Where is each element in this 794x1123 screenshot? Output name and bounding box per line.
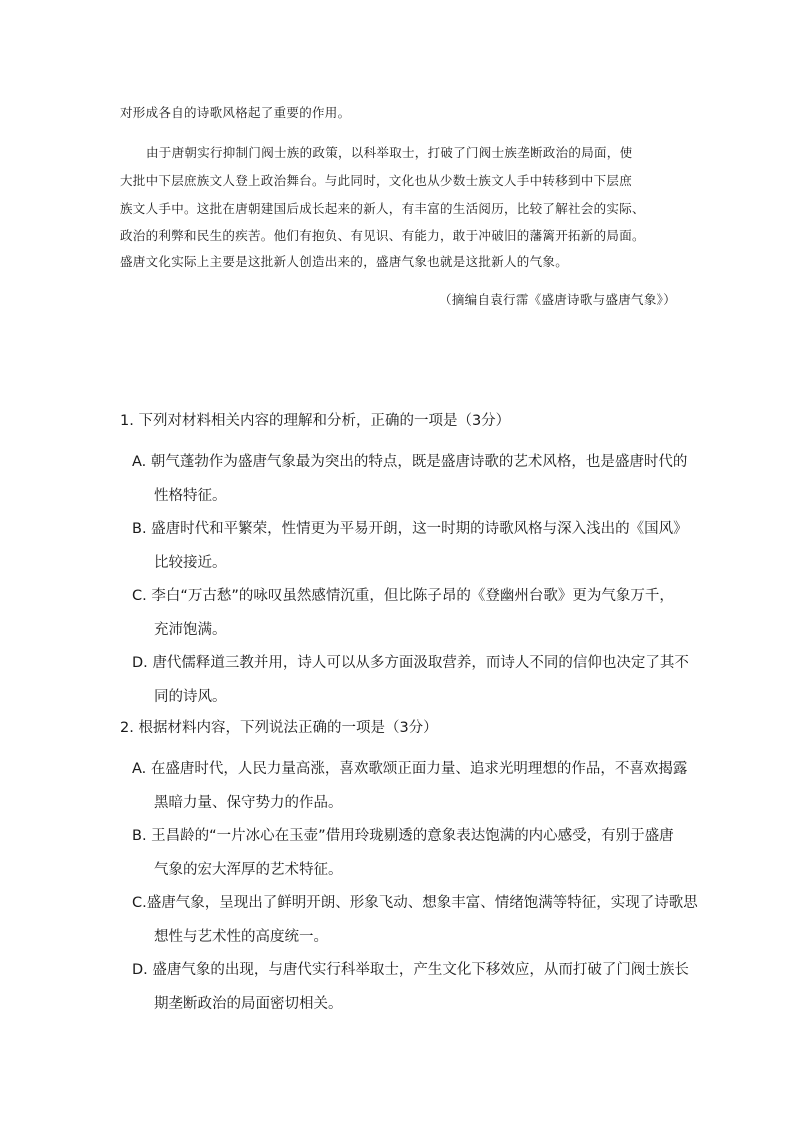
passage-line: 大批中下层庶族文人登上政治舞台。与此同时，文化也从少数士族文人手中转移到中下层庶 (120, 173, 633, 188)
option-c (132, 891, 698, 945)
option-text-continued: 同的诗风。 (154, 689, 227, 705)
option-text-continued: 黑暗力量、保守势力的作品。 (154, 795, 343, 811)
option-text-continued: 充沛饱满。 (154, 622, 227, 638)
option-text-continued: 期垄断政治的局面密切相关。 (154, 996, 343, 1012)
passage (120, 100, 676, 310)
option-b (132, 517, 688, 571)
option-text-continued: 比较接近。 (154, 555, 227, 571)
option-d (132, 958, 689, 1012)
option-c (132, 584, 680, 638)
option-text: B. 王昌龄的“一片冰心在玉壶”借用玲珑剔透的意象表达饱满的内心感受，有别于盛唐 (132, 828, 674, 844)
question-1 (120, 409, 689, 709)
option-text: C. 李白“万古愁”的咏叹虽然感情沉重，但比陈子昂的《登幽州台歌》更为气象万千， (132, 588, 674, 604)
passage-source: （摘编自袁行霈《盛唐诗歌与盛唐气象》） (439, 292, 676, 307)
option-text: B. 盛唐时代和平繁荣，性情更为平易开朗，这一时期的诗歌风格与深入浅出的《国风》 (132, 521, 688, 537)
passage-line: 族文人手中。这批在唐朝建国后成长起来的新人，有丰富的生活阅历，比较了解社会的实际、 (120, 201, 645, 216)
option-b (132, 824, 680, 878)
passage-line: 对形成各自的诗歌风格起了重要的作用。 (120, 105, 351, 120)
option-text: D. 盛唐气象的出现，与唐代实行科举取士，产生文化下移效应，从而打破了门阀士族长 (132, 962, 689, 978)
option-text: D. 唐代儒释道三教并用，诗人可以从多方面汲取营养，而诗人不同的信仰也决定了其不 (132, 655, 689, 671)
passage-line: 盛唐文化实际上主要是这批新人创造出来的，盛唐气象也就是这批新人的气象。 (120, 254, 569, 269)
option-text: C.盛唐气象，呈现出了鲜明开朗、形象飞动、想象丰富、情绪饱满等特征，实现了诗歌思 (132, 895, 698, 911)
option-d (132, 651, 689, 705)
option-text: A. 朝气蓬勃作为盛唐气象最为突出的特点，既是盛唐诗歌的艺术风格，也是盛唐时代的 (132, 454, 688, 470)
passage-line: 由于唐朝实行抑制门阀士族的政策，以科举取士，打破了门阀士族垄断政治的局面，使 (146, 145, 633, 160)
question-stem: 1. 下列对材料相关内容的理解和分析，正确的一项是（3分） (120, 413, 511, 429)
option-text: A. 在盛唐时代，人民力量高涨，喜欢歌颂正面力量、追求光明理想的作品，不喜欢揭露 (132, 761, 688, 777)
option-text-continued: 性格特征。 (154, 488, 227, 504)
question-stem: 2. 根据材料内容，下列说法正确的一项是（3分） (120, 720, 438, 736)
option-a (132, 757, 688, 811)
option-a (132, 450, 688, 504)
passage-line: 政治的利弊和民生的疾苦。他们有抱负、有见识、有能力，敢于冲破旧的藩篱开拓新的局面。 (120, 228, 645, 243)
option-text-continued: 气象的宏大浑厚的艺术特征。 (154, 862, 343, 878)
option-text-continued: 想性与艺术性的高度统一。 (154, 929, 328, 945)
question-2 (120, 716, 698, 1016)
